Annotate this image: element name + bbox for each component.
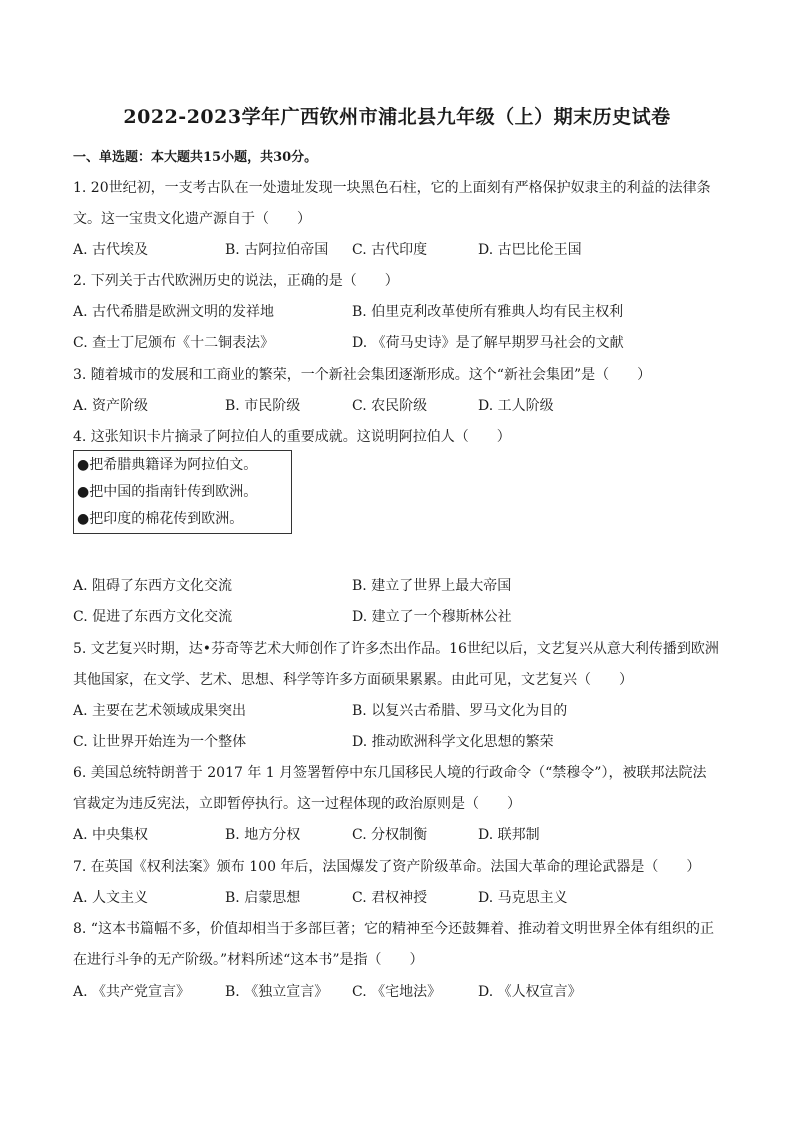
option-c[interactable]: C. 促进了东西方文化交流 [73,609,233,625]
question-text: 7. 在英国《权利法案》颁布 100 年后，法国爆发了资产阶级革命。法国大革命的理论武器是（ ） [73,859,701,875]
option-b[interactable]: B. 《独立宣言》 [225,984,329,1000]
question-text: 在进行斗争的无产阶级。”材料所述“这本书”是指（ ） [73,952,424,968]
question-text: 3. 随着城市的发展和工商业的繁荣，一个新社会集团逐渐形成。这个“新社会集团”是（ ） [73,367,652,383]
option-a[interactable]: A. 资产阶级 [73,398,149,414]
option-d[interactable]: D. 工人阶级 [478,398,554,414]
option-d[interactable]: D. 《人权宣言》 [478,984,582,1000]
option-d[interactable]: D. 马克思主义 [478,890,568,906]
option-c[interactable]: C. 查士丁尼颁布《十二铜表法》 [73,335,275,351]
option-b[interactable]: B. 古阿拉伯帝国 [225,242,329,258]
option-c[interactable]: C. 农民阶级 [352,398,428,414]
option-b[interactable]: B. 市民阶级 [225,398,301,414]
option-c[interactable]: C. 君权神授 [352,890,428,906]
option-a[interactable]: A. 古代希腊是欧洲文明的发祥地 [73,304,275,320]
question-text: 8. “这本书篇幅不多，价值却相当于多部巨著；它的精神至今还鼓舞着、推动着文明世界全体有组织的正 [73,921,714,937]
option-c[interactable]: C. 古代印度 [352,242,428,258]
card-item: ●把印度的棉花传到欧洲。 [77,511,244,527]
question-text: 6. 美国总统特朗普于 2017 年 1 月签署暂停中东几国移民人境的行政命令（“禁穆令”），被联邦法院法 [73,765,707,781]
option-a[interactable]: A. 中央集权 [73,827,149,843]
option-a[interactable]: A. 阻碍了东西方文化交流 [73,578,233,594]
option-a[interactable]: A. 主要在艺术领域成果突出 [73,703,247,719]
option-c[interactable]: C. 分权制衡 [352,827,428,843]
question-text: 1. 20世纪初，一支考古队在一处遗址发现一块黑色石柱，它的上面刻有严格保护奴隶主的利益的法律条 [73,180,711,196]
option-c[interactable]: C. 让世界开始连为一个整体 [73,734,247,750]
question-text: 4. 这张知识卡片摘录了阿拉伯人的重要成就。这说明阿拉伯人（ ） [73,429,511,445]
option-d[interactable]: D. 联邦制 [478,827,540,843]
option-c[interactable]: C. 《宅地法》 [352,984,442,1000]
option-b[interactable]: B. 启蒙思想 [225,890,301,906]
option-a[interactable]: A. 《共产党宣言》 [73,984,191,1000]
option-a[interactable]: A. 古代埃及 [73,242,149,258]
option-b[interactable]: B. 建立了世界上最大帝国 [352,578,512,594]
knowledge-card [73,450,292,534]
question-text: 文。这一宝贵文化遗产源自于（ ） [73,211,311,227]
option-a[interactable]: A. 人文主义 [73,890,149,906]
option-d[interactable]: D. 建立了一个穆斯林公社 [352,609,512,625]
section-header: 一、单选题：本大题共15小题，共30分。 [73,150,318,165]
question-text: 官裁定为违反宪法，立即暂停执行。这一过程体现的政治原则是（ ） [73,796,521,812]
question-text: 5. 文艺复兴时期，达•芬奇等艺术大师创作了许多杰出作品。16世纪以后，文艺复兴从意大利传播到欧洲 [73,641,719,657]
question-text: 其他国家，在文学、艺术、思想、科学等许多方面硕果累累。由此可见，文艺复兴（ ） [73,672,633,688]
option-b[interactable]: B. 地方分权 [225,827,301,843]
option-d[interactable]: D. 推动欧洲科学文化思想的繁荣 [352,734,554,750]
option-d[interactable]: D. 《荷马史诗》是了解早期罗马社会的文献 [352,335,624,351]
option-d[interactable]: D. 古巴比伦王国 [478,242,582,258]
option-b[interactable]: B. 伯里克利改革使所有雅典人均有民主权利 [352,304,624,320]
exam-title: 2022-2023学年广西钦州市浦北县九年级（上）期末历史试卷 [123,106,671,128]
option-b[interactable]: B. 以复兴古希腊、罗马文化为目的 [352,703,568,719]
card-item: ●把希腊典籍译为阿拉伯文。 [77,457,258,473]
question-text: 2. 下列关于古代欧洲历史的说法，正确的是（ ） [73,273,399,289]
card-item: ●把中国的指南针传到欧洲。 [77,484,258,500]
